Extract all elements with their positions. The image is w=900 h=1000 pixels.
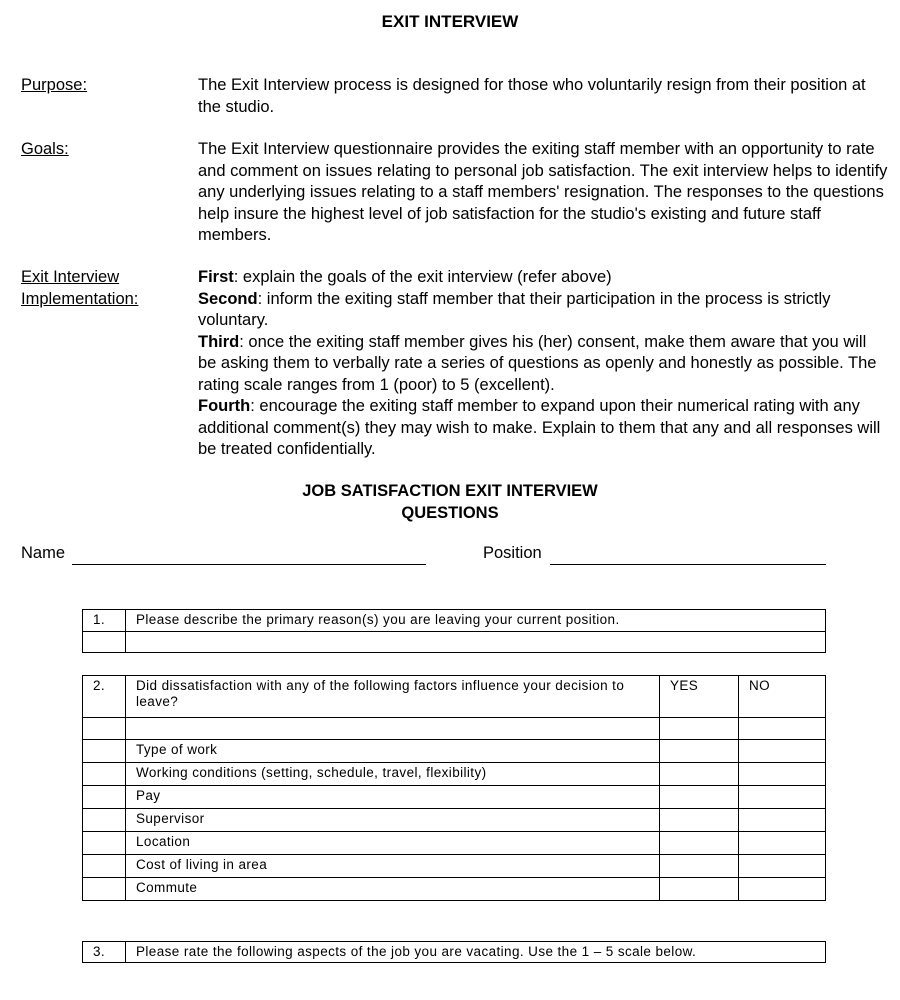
factor-label: Working conditions (setting, schedule, travel, flexibility) — [126, 763, 660, 786]
yes-cell[interactable] — [660, 855, 739, 878]
question-number: 3. — [83, 942, 126, 963]
empty-cell — [83, 786, 126, 809]
purpose-label: Purpose: — [21, 76, 88, 94]
factor-label: Type of work — [126, 740, 660, 763]
no-cell[interactable] — [739, 832, 826, 855]
purpose-text: The Exit Interview process is designed for those who voluntarily resign from their position at the studio. — [198, 76, 866, 116]
position-label: Position — [483, 544, 542, 562]
empty-cell — [83, 740, 126, 763]
empty-cell — [83, 763, 126, 786]
step-lead: Second — [198, 289, 258, 308]
no-cell[interactable] — [739, 763, 826, 786]
implementation-label-line2: Implementation: — [21, 289, 139, 308]
yes-cell[interactable] — [660, 832, 739, 855]
step-second — [198, 289, 888, 332]
empty-cell — [83, 718, 126, 740]
yes-cell[interactable] — [660, 786, 739, 809]
position-field[interactable] — [550, 564, 826, 565]
step-text: : once the exiting staff member gives his (her) consent, make them aware that you will be asking them to verbally rate a series of questions as openly and honestly as possible. The rating scale ranges from 1 (poor) to 5 (excellent). — [198, 332, 877, 394]
yes-cell[interactable] — [660, 740, 739, 763]
yes-header: YES — [660, 676, 739, 718]
factor-label: Location — [126, 832, 660, 855]
factor-label: Cost of living in area — [126, 855, 660, 878]
no-cell[interactable] — [739, 809, 826, 832]
step-first — [198, 267, 888, 289]
questions-heading — [0, 480, 900, 524]
step-fourth — [198, 396, 888, 461]
empty-cell — [739, 718, 826, 740]
questions-heading-line2: QUESTIONS — [401, 504, 499, 522]
question-number: 2. — [83, 676, 126, 718]
step-third — [198, 332, 888, 397]
implementation-label — [21, 267, 191, 310]
question-2-table — [82, 675, 826, 901]
question-3-table — [82, 941, 826, 963]
name-label: Name — [21, 544, 66, 562]
step-text: : explain the goals of the exit interview (refer above) — [233, 268, 612, 286]
empty-cell — [83, 632, 126, 653]
no-cell[interactable] — [739, 786, 826, 809]
questions-heading-line1: JOB SATISFACTION EXIT INTERVIEW — [302, 482, 598, 500]
yes-cell[interactable] — [660, 809, 739, 832]
factor-label: Supervisor — [126, 809, 660, 832]
no-cell[interactable] — [739, 855, 826, 878]
question-text: Please describe the primary reason(s) you are leaving your current position. — [126, 610, 826, 632]
implementation-label-line1: Exit Interview — [21, 268, 120, 286]
no-header: NO — [739, 676, 826, 718]
name-field[interactable] — [72, 564, 426, 565]
yes-cell[interactable] — [660, 878, 739, 901]
no-cell[interactable] — [739, 878, 826, 901]
step-lead: Fourth — [198, 397, 251, 415]
empty-cell — [126, 718, 660, 740]
step-lead: Third — [198, 332, 240, 351]
empty-cell — [83, 832, 126, 855]
step-lead: First — [198, 268, 234, 286]
goals-label: Goals: — [21, 140, 69, 158]
empty-cell — [83, 809, 126, 832]
factor-label: Commute — [126, 878, 660, 901]
answer-cell[interactable] — [126, 632, 826, 653]
question-text: Did dissatisfaction with any of the following factors influence your decision to leave? — [126, 676, 660, 718]
no-cell[interactable] — [739, 740, 826, 763]
yes-cell[interactable] — [660, 763, 739, 786]
document-title: EXIT INTERVIEW — [381, 12, 519, 31]
question-1-table — [82, 609, 826, 653]
question-number: 1. — [83, 610, 126, 632]
step-text: : encourage the exiting staff member to expand upon their numerical rating with any additional comment(s) they may wish to make. Explain to them that any and all responses will be treated confidentially. — [198, 397, 881, 458]
implementation-steps — [198, 267, 888, 461]
step-text: : inform the exiting staff member that their participation in the process is strictly voluntary. — [198, 289, 831, 329]
empty-cell — [660, 718, 739, 740]
empty-cell — [83, 878, 126, 901]
empty-cell — [83, 855, 126, 878]
factor-label: Pay — [126, 786, 660, 809]
question-text: Please rate the following aspects of the job you are vacating. Use the 1 – 5 scale below. — [126, 942, 826, 963]
goals-text: The Exit Interview questionnaire provides the exiting staff member with an opportunity to rate and comment on issues relating to personal job satisfaction. The exit interview helps to identify any underlying issues relating to a staff members' resignation. The responses to the questions help insure the highest level of job satisfaction for the studio's existing and future staff members. — [198, 140, 888, 244]
